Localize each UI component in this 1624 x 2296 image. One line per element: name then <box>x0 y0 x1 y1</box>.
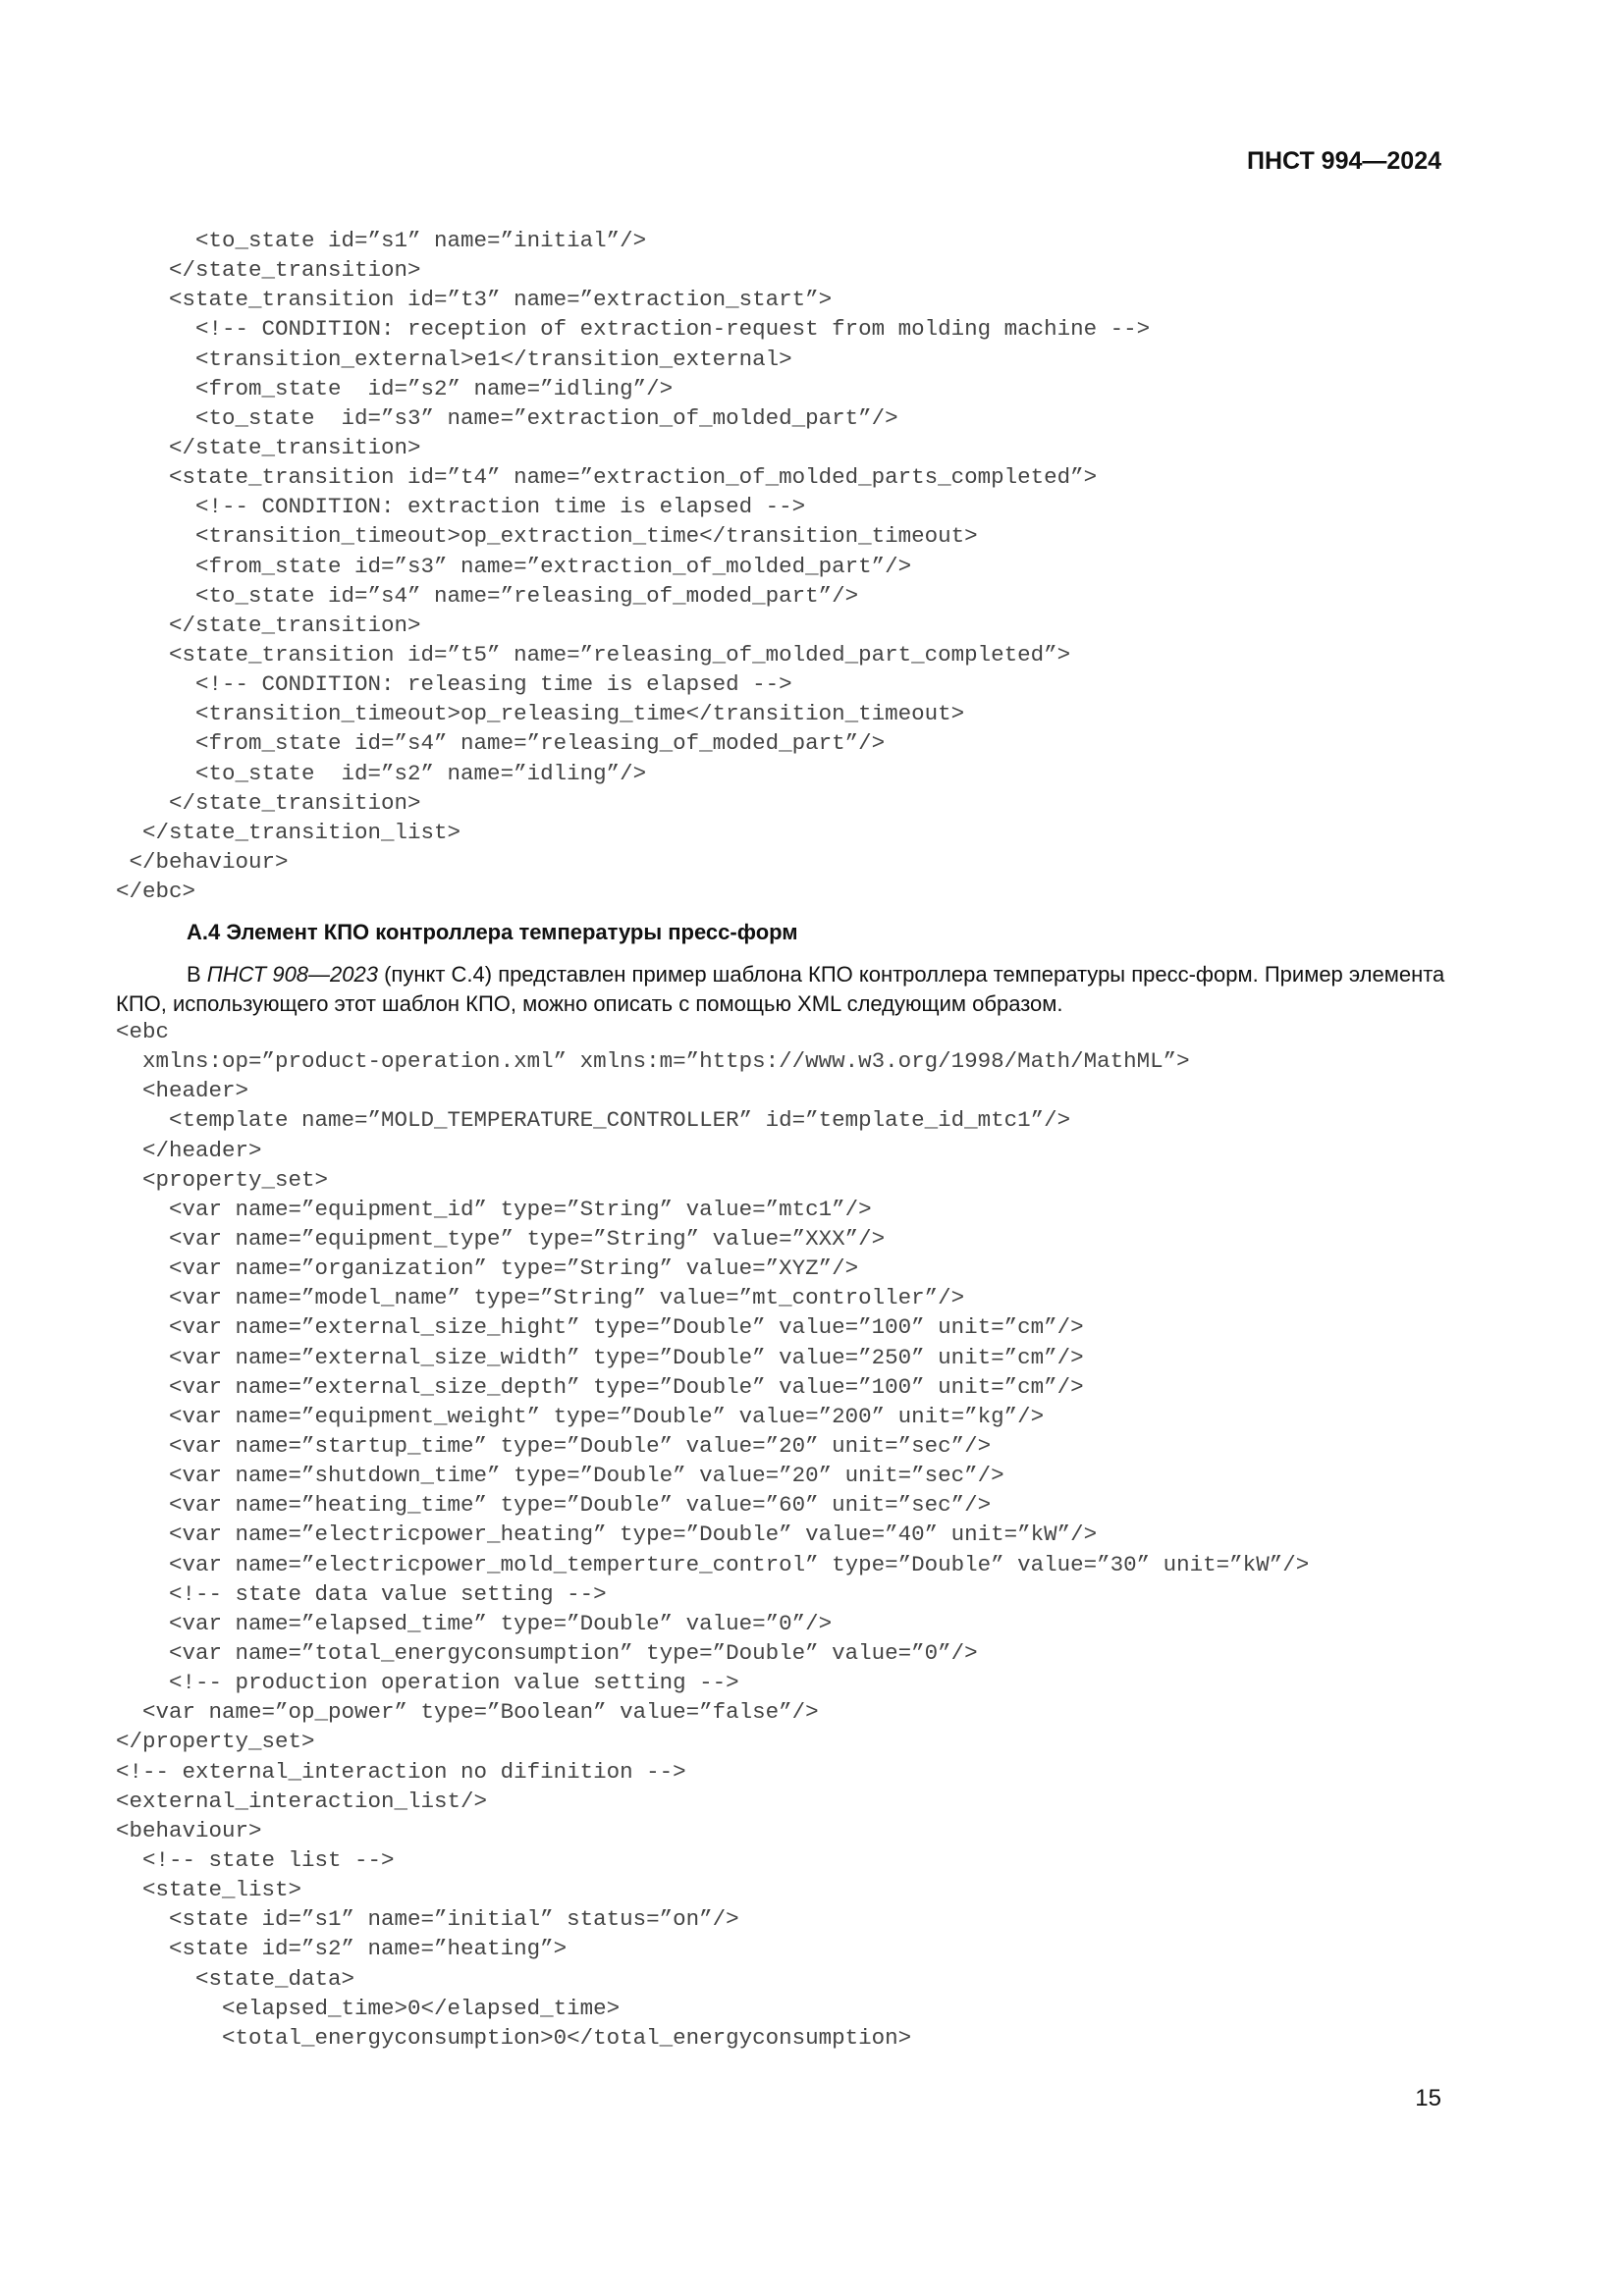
code-line: <var name=”electricpower_mold_temperture_control” type=”Double” value=”30” unit=”kW”/> <box>116 1551 1310 1577</box>
code-line: <to_state id=”s1” name=”initial”/> <box>116 228 647 253</box>
code-line: <to_state id=”s4” name=”releasing_of_moded_part”/> <box>116 582 859 609</box>
code-line: <to_state id=”s3” name=”extraction_of_molded_part”/> <box>116 404 898 431</box>
code-line: <var name=”elapsed_time” type=”Double” value=”0”/> <box>116 1610 833 1636</box>
xml-code-block-bottom <box>116 1017 1309 2053</box>
para-text: (пункт С.4) представлен пример шаблона КПО контроллера температуры пресс-форм. Пример элемента КПО, использующего этот шаблон КПО, можно описать с помощью XML следующим образом. <box>116 962 1445 1016</box>
code-line: <transition_timeout>op_releasing_time</transition_timeout> <box>116 701 965 727</box>
document-code: ПНСТ 994—2024 <box>1247 147 1441 175</box>
code-line: <!-- external_interaction no difinition --> <box>116 1758 686 1785</box>
code-line: <var name=”total_energyconsumption” type=”Double” value=”0”/> <box>116 1639 978 1666</box>
code-line: <behaviour> <box>116 1817 262 1843</box>
code-line: <!-- state list --> <box>116 1846 395 1873</box>
xml-code-block-top <box>116 226 1150 906</box>
code-line: <from_state id=”s4” name=”releasing_of_moded_part”/> <box>116 730 886 757</box>
code-line: <ebc <box>116 1019 170 1044</box>
code-line: <to_state id=”s2” name=”idling”/> <box>116 760 647 786</box>
code-line: <!-- CONDITION: reception of extraction-request from molding machine --> <box>116 316 1151 343</box>
code-line: <!-- production operation value setting --> <box>116 1670 739 1696</box>
code-line: <var name=”equipment_weight” type=”Double” value=”200” unit=”kg”/> <box>116 1403 1045 1429</box>
code-line: <!-- CONDITION: releasing time is elapsed --> <box>116 671 792 698</box>
code-line: <var name=”startup_time” type=”Double” value=”20” unit=”sec”/> <box>116 1432 992 1459</box>
code-line: <var name=”organization” type=”String” value=”XYZ”/> <box>116 1255 859 1282</box>
code-line: xmlns:op=”product-operation.xml” xmlns:m=”https://www.w3.org/1998/Math/MathML”> <box>116 1048 1190 1075</box>
code-line: </state_transition> <box>116 612 421 638</box>
code-line: <var name=”external_size_width” type=”Double” value=”250” unit=”cm”/> <box>116 1344 1084 1370</box>
code-line: <state id=”s1” name=”initial” status=”on”/> <box>116 1906 739 1933</box>
code-line: </header> <box>116 1137 262 1163</box>
code-line: <!-- state data value setting --> <box>116 1580 607 1607</box>
code-line: <var name=”model_name” type=”String” value=”mt_controller”/> <box>116 1285 965 1311</box>
code-line: <var name=”heating_time” type=”Double” value=”60” unit=”sec”/> <box>116 1492 992 1519</box>
code-line: <state_transition id=”t5” name=”releasing_of_molded_part_completed”> <box>116 641 1071 667</box>
code-line: <property_set> <box>116 1166 329 1193</box>
code-line: <template name=”MOLD_TEMPERATURE_CONTROLLER” id=”template_id_mtc1”/> <box>116 1107 1071 1134</box>
section-heading: А.4 Элемент КПО контроллера температуры пресс-форм <box>187 920 798 944</box>
page-number: 15 <box>1415 2085 1441 2111</box>
code-line: <state_data> <box>116 1965 355 1992</box>
code-line: <header> <box>116 1078 249 1104</box>
code-line: <var name=”equipment_id” type=”String” value=”mtc1”/> <box>116 1196 872 1222</box>
code-line: <from_state id=”s3” name=”extraction_of_molded_part”/> <box>116 553 912 579</box>
code-line: <var name=”electricpower_heating” type=”Double” value=”40” unit=”kW”/> <box>116 1522 1098 1548</box>
section-paragraph <box>116 960 1451 1019</box>
code-line: </state_transition> <box>116 789 421 816</box>
code-line: <total_energyconsumption>0</total_energyconsumption> <box>116 2024 912 2051</box>
code-line: </ebc> <box>116 879 196 905</box>
code-line: </state_transition> <box>116 434 421 460</box>
code-line: </state_transition> <box>116 257 421 284</box>
code-line: <state_list> <box>116 1877 302 1903</box>
code-line: <!-- CONDITION: extraction time is elapsed --> <box>116 494 806 520</box>
code-line: <var name=”external_size_depth” type=”Double” value=”100” unit=”cm”/> <box>116 1373 1084 1400</box>
code-line: <from_state id=”s2” name=”idling”/> <box>116 375 674 401</box>
code-line: <state_transition id=”t3” name=”extraction_start”> <box>116 287 833 313</box>
code-line: <var name=”op_power” type=”Boolean” value=”false”/> <box>116 1699 819 1726</box>
code-line: <external_interaction_list/> <box>116 1788 488 1814</box>
code-line: </state_transition_list> <box>116 819 461 845</box>
code-line: </property_set> <box>116 1729 315 1755</box>
code-line: <transition_timeout>op_extraction_time</transition_timeout> <box>116 523 978 550</box>
code-line: <var name=”equipment_type” type=”String” value=”XXX”/> <box>116 1225 886 1252</box>
code-line: <state id=”s2” name=”heating”> <box>116 1936 568 1962</box>
para-prefix: В <box>187 962 207 987</box>
code-line: <state_transition id=”t4” name=”extraction_of_molded_parts_completed”> <box>116 464 1098 491</box>
code-line: <var name=”shutdown_time” type=”Double” value=”20” unit=”sec”/> <box>116 1463 1004 1489</box>
code-line: <elapsed_time>0</elapsed_time> <box>116 1995 621 2021</box>
standard-reference: ПНСТ 908—2023 <box>206 962 378 987</box>
code-line: <transition_external>e1</transition_external> <box>116 346 792 372</box>
code-line: <var name=”external_size_hight” type=”Double” value=”100” unit=”cm”/> <box>116 1314 1084 1341</box>
code-line: </behaviour> <box>116 848 289 875</box>
